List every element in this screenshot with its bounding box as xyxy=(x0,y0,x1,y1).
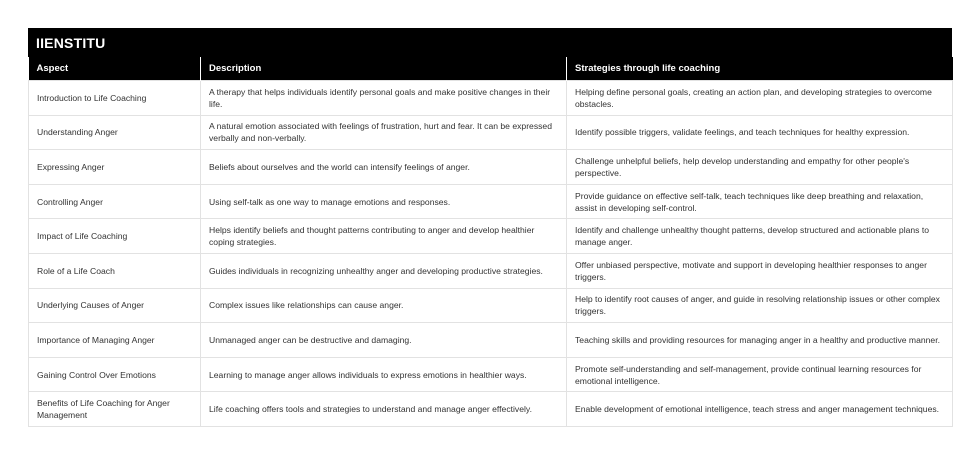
table-container xyxy=(28,28,952,427)
aspect-cell: Underlying Causes of Anger xyxy=(29,288,201,323)
table-row xyxy=(29,323,953,358)
column-header-aspect: Aspect xyxy=(29,57,201,81)
table-row xyxy=(29,81,953,116)
strategy-cell: Offer unbiased perspective, motivate and support in developing healthier responses to anger triggers. xyxy=(567,253,953,288)
description-cell: Life coaching offers tools and strategies to understand and manage anger effectively. xyxy=(201,392,567,427)
aspect-cell: Expressing Anger xyxy=(29,150,201,185)
strategy-cell: Identify possible triggers, validate feelings, and teach techniques for healthy expression. xyxy=(567,115,953,150)
aspect-cell: Understanding Anger xyxy=(29,115,201,150)
description-cell: Beliefs about ourselves and the world can intensify feelings of anger. xyxy=(201,150,567,185)
strategy-cell: Enable development of emotional intelligence, teach stress and anger management techniques. xyxy=(567,392,953,427)
description-cell: Guides individuals in recognizing unhealthy anger and developing productive strategies. xyxy=(201,253,567,288)
table-row xyxy=(29,184,953,219)
aspect-cell: Gaining Control Over Emotions xyxy=(29,357,201,392)
strategy-cell: Promote self-understanding and self-management, provide continual learning resources for emotional intelligence. xyxy=(567,357,953,392)
table-header-row xyxy=(29,57,953,81)
description-cell: Learning to manage anger allows individuals to express emotions in healthier ways. xyxy=(201,357,567,392)
aspect-cell: Impact of Life Coaching xyxy=(29,219,201,254)
description-cell: Unmanaged anger can be destructive and damaging. xyxy=(201,323,567,358)
table-row xyxy=(29,357,953,392)
strategy-cell: Identify and challenge unhealthy thought patterns, develop structured and actionable plans to manage anger. xyxy=(567,219,953,254)
aspect-cell: Benefits of Life Coaching for Anger Management xyxy=(29,392,201,427)
brand-name: IIENSTITU xyxy=(36,34,106,51)
aspect-cell: Importance of Managing Anger xyxy=(29,323,201,358)
strategy-cell: Challenge unhelpful beliefs, help develop understanding and empathy for other people's perspective. xyxy=(567,150,953,185)
description-cell: A natural emotion associated with feelings of frustration, hurt and fear. It can be expressed verbally and non-verbally. xyxy=(201,115,567,150)
table-row xyxy=(29,150,953,185)
table-row xyxy=(29,253,953,288)
description-cell: Using self-talk as one way to manage emotions and responses. xyxy=(201,184,567,219)
table-row xyxy=(29,288,953,323)
strategy-cell: Helping define personal goals, creating an action plan, and developing strategies to overcome obstacles. xyxy=(567,81,953,116)
column-header-strategies: Strategies through life coaching xyxy=(567,57,953,81)
description-cell: A therapy that helps individuals identify personal goals and make positive changes in their life. xyxy=(201,81,567,116)
aspect-cell: Introduction to Life Coaching xyxy=(29,81,201,116)
strategy-cell: Help to identify root causes of anger, and guide in resolving relationship issues or other complex triggers. xyxy=(567,288,953,323)
table-row xyxy=(29,219,953,254)
description-cell: Helps identify beliefs and thought patterns contributing to anger and develop healthier coping strategies. xyxy=(201,219,567,254)
table-row xyxy=(29,115,953,150)
aspect-cell: Controlling Anger xyxy=(29,184,201,219)
description-cell: Complex issues like relationships can cause anger. xyxy=(201,288,567,323)
coaching-table xyxy=(28,57,953,427)
strategy-cell: Teaching skills and providing resources for managing anger in a healthy and productive manner. xyxy=(567,323,953,358)
strategy-cell: Provide guidance on effective self-talk, teach techniques like deep breathing and relaxation, assist in developing self-control. xyxy=(567,184,953,219)
brand-header xyxy=(28,28,952,57)
table-row xyxy=(29,392,953,427)
aspect-cell: Role of a Life Coach xyxy=(29,253,201,288)
column-header-description: Description xyxy=(201,57,567,81)
